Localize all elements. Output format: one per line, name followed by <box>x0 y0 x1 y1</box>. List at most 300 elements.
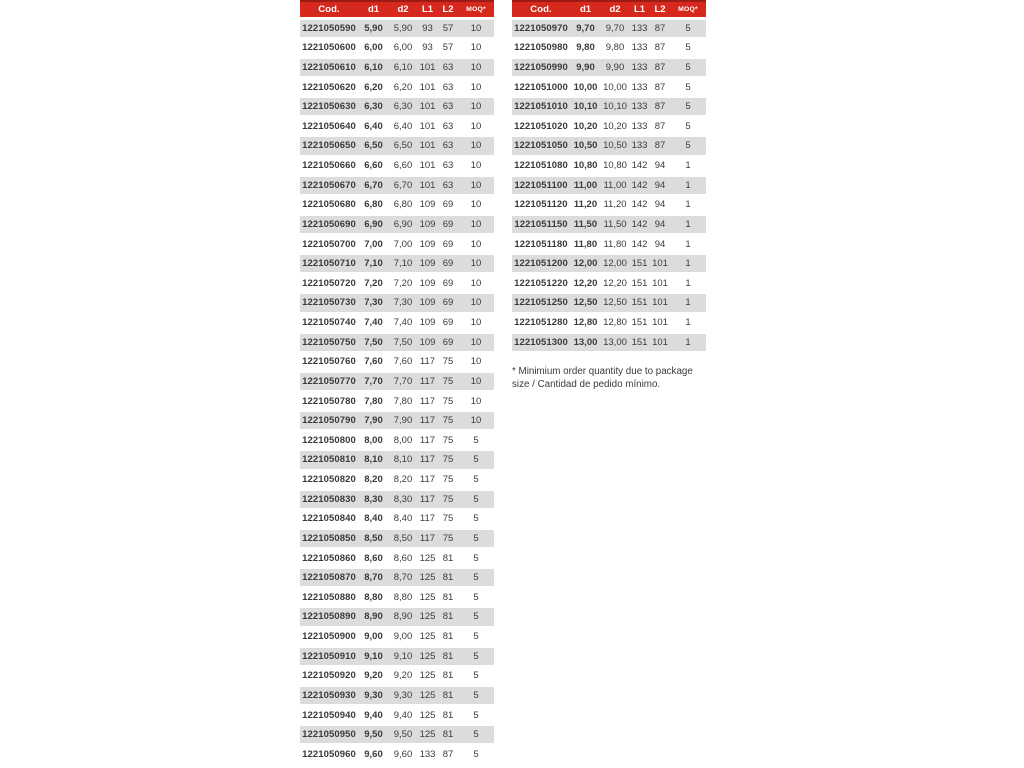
cell-moq: 5 <box>473 532 479 544</box>
header-cell-cod: Cod. <box>530 4 552 16</box>
cell-l2: 81 <box>442 650 454 662</box>
table-row <box>300 726 494 743</box>
cell-moq: 5 <box>473 631 479 643</box>
cell-l1: 125 <box>419 611 436 623</box>
table-row <box>512 39 706 56</box>
cell-l2: 57 <box>442 22 454 34</box>
cell-l1: 151 <box>631 336 648 348</box>
table-row <box>300 353 494 370</box>
cell-moq: 5 <box>473 709 479 721</box>
table-row <box>512 98 706 115</box>
cell-d2: 8,80 <box>393 591 413 603</box>
cell-d2: 6,30 <box>393 101 413 113</box>
cell-moq: 5 <box>685 120 691 132</box>
table-row <box>300 392 494 409</box>
cell-d2: 11,80 <box>603 238 627 250</box>
cell-d2: 7,30 <box>393 297 413 309</box>
table-row <box>512 177 706 194</box>
cell-d2: 7,10 <box>393 258 413 270</box>
cell-d1: 10,50 <box>573 140 598 152</box>
cell-l2: 75 <box>442 395 454 407</box>
cell-moq: 1 <box>685 277 691 289</box>
cell-d2: 8,90 <box>393 611 413 623</box>
cell-moq: 10 <box>470 61 482 73</box>
cell-l1: 125 <box>419 709 436 721</box>
cell-d1: 6,90 <box>364 218 383 230</box>
cell-cod: 1221050700 <box>302 238 356 250</box>
cell-cod: 1221050610 <box>302 61 356 73</box>
cell-l2: 81 <box>442 591 454 603</box>
cell-cod: 1221050630 <box>302 101 356 113</box>
cell-d2: 9,60 <box>393 748 413 760</box>
header-cell-d2: d2 <box>397 4 409 16</box>
cell-moq: 5 <box>685 81 691 93</box>
cell-moq: 10 <box>470 42 482 54</box>
cell-l2: 87 <box>654 61 666 73</box>
cell-moq: 10 <box>470 277 482 289</box>
cell-l1: 133 <box>631 140 648 152</box>
cell-l1: 133 <box>631 22 648 34</box>
table-row <box>512 314 706 331</box>
cell-d2: 8,40 <box>393 513 413 525</box>
cell-d1: 8,80 <box>364 591 383 603</box>
cell-l1: 109 <box>419 317 436 329</box>
cell-cod: 1221050750 <box>302 336 356 348</box>
cell-cod: 1221050890 <box>302 611 356 623</box>
table-row <box>300 39 494 56</box>
cell-l1: 93 <box>422 42 433 54</box>
cell-d2: 7,90 <box>393 415 413 427</box>
cell-d2: 7,00 <box>393 238 413 250</box>
cell-l1: 101 <box>419 101 436 113</box>
cell-l1: 125 <box>419 729 436 741</box>
cell-d1: 6,40 <box>364 120 383 132</box>
cell-l1: 133 <box>631 61 648 73</box>
cell-l1: 125 <box>419 631 436 643</box>
cell-d1: 11,80 <box>573 238 598 250</box>
cell-cod: 1221050600 <box>302 42 356 54</box>
cell-moq: 5 <box>685 42 691 54</box>
table-row <box>300 589 494 606</box>
cell-moq: 5 <box>473 591 479 603</box>
table-row <box>512 59 706 76</box>
cell-cod: 1221050620 <box>302 81 356 93</box>
cell-l2: 69 <box>442 336 454 348</box>
cell-moq: 10 <box>470 297 482 309</box>
cell-cod: 1221050950 <box>302 729 356 741</box>
cell-l2: 87 <box>654 22 666 34</box>
cell-moq: 5 <box>473 650 479 662</box>
cell-d1: 7,90 <box>364 415 383 427</box>
table-row <box>300 706 494 723</box>
cell-l1: 101 <box>419 179 436 191</box>
cell-l2: 75 <box>442 415 454 427</box>
cell-l1: 125 <box>419 670 436 682</box>
cell-d2: 7,60 <box>393 356 413 368</box>
table-row <box>300 196 494 213</box>
cell-l1: 109 <box>419 218 436 230</box>
cell-l1: 117 <box>419 513 436 525</box>
cell-l2: 75 <box>442 375 454 387</box>
cell-l1: 109 <box>419 336 436 348</box>
cell-l2: 57 <box>442 42 454 54</box>
cell-cod: 1221050760 <box>302 356 356 368</box>
cell-d2: 6,80 <box>393 199 413 211</box>
table-row <box>300 412 494 429</box>
cell-d1: 8,90 <box>364 611 383 623</box>
table-row <box>300 98 494 115</box>
cell-l1: 125 <box>419 689 436 701</box>
cell-moq: 5 <box>473 474 479 486</box>
cell-l1: 93 <box>422 22 433 34</box>
cell-d1: 9,90 <box>576 61 595 73</box>
table-row <box>300 628 494 645</box>
cell-d1: 6,80 <box>364 199 383 211</box>
cell-d1: 12,00 <box>573 258 598 270</box>
cell-l2: 101 <box>652 297 668 309</box>
cell-d2: 6,90 <box>393 218 413 230</box>
cell-moq: 10 <box>470 395 482 407</box>
cell-d2: 11,50 <box>603 218 627 230</box>
cell-moq: 1 <box>685 317 691 329</box>
cell-cod: 1221050730 <box>302 297 356 309</box>
cell-l2: 69 <box>442 277 454 289</box>
cell-d2: 6,50 <box>393 140 413 152</box>
cell-d1: 7,30 <box>364 297 383 309</box>
cell-d1: 9,30 <box>364 689 383 701</box>
cell-l1: 133 <box>419 748 436 760</box>
cell-cod: 1221050930 <box>302 689 356 701</box>
cell-l2: 63 <box>442 101 454 113</box>
cell-d1: 10,10 <box>573 101 598 113</box>
cell-cod: 1221050940 <box>302 709 356 721</box>
cell-d2: 12,50 <box>603 297 627 309</box>
cell-l1: 142 <box>631 199 648 211</box>
table-row <box>512 196 706 213</box>
cell-d2: 7,50 <box>393 336 413 348</box>
cell-moq: 10 <box>470 101 482 113</box>
cell-d2: 9,70 <box>605 22 625 34</box>
cell-l2: 81 <box>442 709 454 721</box>
cell-d1: 5,90 <box>364 22 383 34</box>
cell-cod: 1221051280 <box>514 317 568 329</box>
cell-d1: 13,00 <box>573 336 598 348</box>
cell-d1: 12,80 <box>573 317 598 329</box>
table-header <box>512 0 706 17</box>
cell-cod: 1221050640 <box>302 120 356 132</box>
cell-l2: 75 <box>442 454 454 466</box>
cell-l2: 81 <box>442 552 454 564</box>
cell-d2: 6,70 <box>393 179 413 191</box>
cell-moq: 5 <box>473 434 479 446</box>
cell-moq: 10 <box>470 375 482 387</box>
cell-l1: 109 <box>419 238 436 250</box>
cell-d1: 7,50 <box>364 336 383 348</box>
cell-d2: 9,00 <box>393 631 413 643</box>
cell-d2: 9,10 <box>393 650 413 662</box>
table-row <box>300 451 494 468</box>
cell-l2: 69 <box>442 258 454 270</box>
cell-moq: 10 <box>470 140 482 152</box>
cell-l1: 117 <box>419 356 436 368</box>
cell-moq: 10 <box>470 238 482 250</box>
cell-l2: 94 <box>654 179 666 191</box>
cell-moq: 5 <box>473 670 479 682</box>
cell-d1: 12,20 <box>573 277 598 289</box>
table-row <box>300 687 494 704</box>
cell-cod: 1221050850 <box>302 532 356 544</box>
table-row <box>512 275 706 292</box>
table-row <box>300 118 494 135</box>
cell-d1: 10,20 <box>573 120 598 132</box>
cell-l1: 117 <box>419 375 436 387</box>
cell-moq: 1 <box>685 179 691 191</box>
cell-cod: 1221050660 <box>302 160 356 172</box>
cell-d1: 9,00 <box>364 631 383 643</box>
cell-cod: 1221051250 <box>514 297 568 309</box>
cell-l2: 75 <box>442 493 454 505</box>
cell-l1: 125 <box>419 650 436 662</box>
cell-d1: 8,60 <box>364 552 383 564</box>
cell-l2: 81 <box>442 572 454 584</box>
table-row <box>300 275 494 292</box>
cell-moq: 5 <box>473 513 479 525</box>
cell-cod: 1221051150 <box>514 218 568 230</box>
cell-d1: 9,50 <box>364 729 383 741</box>
cell-l1: 151 <box>631 297 648 309</box>
cell-l1: 109 <box>419 297 436 309</box>
cell-moq: 1 <box>685 199 691 211</box>
cell-d2: 9,80 <box>605 42 625 54</box>
cell-cod: 1221050920 <box>302 670 356 682</box>
cell-l1: 117 <box>419 474 436 486</box>
product-table-left <box>300 0 494 765</box>
cell-d1: 10,80 <box>573 160 598 172</box>
cell-d1: 6,50 <box>364 140 383 152</box>
header-cell-d1: d1 <box>579 4 592 16</box>
cell-moq: 5 <box>473 748 479 760</box>
cell-l2: 94 <box>654 160 666 172</box>
cell-d1: 11,50 <box>573 218 598 230</box>
table-row <box>300 569 494 586</box>
cell-cod: 1221050810 <box>302 454 356 466</box>
cell-l1: 151 <box>631 258 648 270</box>
cell-l2: 63 <box>442 81 454 93</box>
cell-moq: 1 <box>685 297 691 309</box>
cell-cod: 1221050910 <box>302 650 356 662</box>
cell-d2: 9,90 <box>605 61 625 73</box>
cell-moq: 10 <box>470 179 482 191</box>
cell-d2: 6,20 <box>393 81 413 93</box>
cell-cod: 1221050960 <box>302 748 356 760</box>
table-row <box>300 648 494 665</box>
cell-moq: 10 <box>470 317 482 329</box>
cell-l2: 87 <box>654 81 666 93</box>
cell-l2: 69 <box>442 218 454 230</box>
table-row <box>512 20 706 37</box>
cell-l1: 117 <box>419 532 436 544</box>
cell-cod: 1221051050 <box>514 140 568 152</box>
cell-cod: 1221050820 <box>302 474 356 486</box>
header-cell-l2: L2 <box>442 4 454 16</box>
cell-cod: 1221050720 <box>302 277 356 289</box>
header-cell-d1: d1 <box>367 4 380 16</box>
cell-l1: 101 <box>419 61 436 73</box>
cell-d2: 8,30 <box>393 493 413 505</box>
cell-moq: 10 <box>470 120 482 132</box>
cell-d2: 8,00 <box>393 434 413 446</box>
cell-d2: 6,40 <box>393 120 413 132</box>
cell-l1: 109 <box>419 199 436 211</box>
header-cell-d2: d2 <box>609 4 621 16</box>
table-row <box>512 294 706 311</box>
cell-l2: 63 <box>442 61 454 73</box>
table-row <box>512 235 706 252</box>
cell-moq: 10 <box>470 22 482 34</box>
cell-d2: 10,20 <box>603 120 627 132</box>
cell-l2: 94 <box>654 238 666 250</box>
cell-cod: 1221051200 <box>514 258 568 270</box>
cell-cod: 1221051080 <box>514 160 568 172</box>
cell-l1: 142 <box>631 160 648 172</box>
cell-d2: 9,40 <box>393 709 413 721</box>
header-cell-cod: Cod. <box>318 4 340 16</box>
cell-d1: 7,70 <box>364 375 383 387</box>
cell-l1: 101 <box>419 140 436 152</box>
cell-l1: 117 <box>419 454 436 466</box>
table-row <box>300 334 494 351</box>
cell-l2: 94 <box>654 218 666 230</box>
table-row <box>512 78 706 95</box>
cell-d2: 7,40 <box>393 317 413 329</box>
cell-cod: 1221050770 <box>302 375 356 387</box>
cell-l2: 87 <box>654 120 666 132</box>
cell-cod: 1221050670 <box>302 179 356 191</box>
header-cell-l1: L1 <box>421 4 434 16</box>
cell-d2: 5,90 <box>393 22 413 34</box>
cell-l2: 81 <box>442 611 454 623</box>
table-row <box>300 235 494 252</box>
cell-moq: 10 <box>470 81 482 93</box>
cell-l2: 63 <box>442 120 454 132</box>
cell-cod: 1221050740 <box>302 317 356 329</box>
cell-d1: 7,40 <box>364 317 383 329</box>
cell-cod: 1221050830 <box>302 493 356 505</box>
cell-moq: 1 <box>685 336 691 348</box>
cell-cod: 1221050880 <box>302 591 356 603</box>
cell-cod: 1221051120 <box>514 199 568 211</box>
cell-l1: 125 <box>419 572 436 584</box>
cell-moq: 10 <box>470 336 482 348</box>
cell-moq: 1 <box>685 238 691 250</box>
cell-l1: 142 <box>631 218 648 230</box>
table-row <box>300 373 494 390</box>
cell-l1: 117 <box>419 493 436 505</box>
cell-d1: 6,10 <box>364 61 383 73</box>
table-row <box>300 294 494 311</box>
table-row <box>512 255 706 272</box>
cell-moq: 5 <box>473 454 479 466</box>
cell-d1: 6,00 <box>364 42 383 54</box>
cell-l2: 81 <box>442 670 454 682</box>
table-row <box>300 667 494 684</box>
table-row <box>512 334 706 351</box>
cell-cod: 1221051000 <box>514 81 568 93</box>
cell-cod: 1221050680 <box>302 199 356 211</box>
cell-moq: 1 <box>685 160 691 172</box>
cell-cod: 1221051100 <box>514 179 568 191</box>
cell-d1: 10,00 <box>573 81 598 93</box>
cell-l1: 151 <box>631 277 648 289</box>
cell-l2: 87 <box>442 748 454 760</box>
cell-moq: 5 <box>473 493 479 505</box>
cell-l2: 87 <box>654 101 666 113</box>
cell-d1: 8,70 <box>364 572 383 584</box>
cell-cod: 1221050590 <box>302 22 356 34</box>
cell-l2: 63 <box>442 160 454 172</box>
cell-cod: 1221050990 <box>514 61 568 73</box>
cell-d2: 13,00 <box>603 336 627 348</box>
cell-l2: 75 <box>442 434 454 446</box>
cell-d1: 9,60 <box>364 748 383 760</box>
table-row <box>512 157 706 174</box>
cell-cod: 1221051020 <box>514 120 568 132</box>
cell-d2: 10,00 <box>603 81 627 93</box>
cell-l1: 142 <box>631 238 648 250</box>
cell-l1: 125 <box>419 552 436 564</box>
cell-cod: 1221050840 <box>302 513 356 525</box>
cell-l2: 81 <box>442 729 454 741</box>
cell-moq: 5 <box>473 572 479 584</box>
cell-moq: 5 <box>685 22 691 34</box>
cell-cod: 1221051220 <box>514 277 568 289</box>
cell-l1: 101 <box>419 120 436 132</box>
cell-d1: 9,20 <box>364 670 383 682</box>
cell-d2: 10,10 <box>603 101 627 113</box>
cell-moq: 10 <box>470 218 482 230</box>
cell-l2: 69 <box>442 238 454 250</box>
cell-l2: 69 <box>442 297 454 309</box>
header-cell-moq: MOQ* <box>678 6 698 14</box>
cell-d2: 10,50 <box>603 140 627 152</box>
cell-moq: 1 <box>685 258 691 270</box>
header-cell-l1: L1 <box>633 4 646 16</box>
cell-l2: 81 <box>442 631 454 643</box>
cell-moq: 5 <box>685 101 691 113</box>
cell-l2: 101 <box>652 317 668 329</box>
cell-l2: 69 <box>442 317 454 329</box>
cell-d2: 10,80 <box>603 160 627 172</box>
cell-d2: 6,10 <box>393 61 413 73</box>
cell-d2: 7,70 <box>393 375 413 387</box>
cell-d2: 12,80 <box>603 317 627 329</box>
cell-d2: 8,20 <box>393 474 413 486</box>
cell-l1: 101 <box>419 81 436 93</box>
cell-moq: 10 <box>470 199 482 211</box>
cell-l2: 75 <box>442 513 454 525</box>
cell-d1: 8,00 <box>364 434 383 446</box>
table-row <box>300 157 494 174</box>
cell-cod: 1221050980 <box>514 42 568 54</box>
cell-d1: 9,80 <box>576 42 595 54</box>
cell-l1: 109 <box>419 258 436 270</box>
cell-moq: 5 <box>473 729 479 741</box>
cell-d2: 12,00 <box>603 258 627 270</box>
cell-moq: 5 <box>685 61 691 73</box>
cell-moq: 10 <box>470 415 482 427</box>
cell-cod: 1221050650 <box>302 140 356 152</box>
cell-d2: 9,30 <box>393 689 413 701</box>
